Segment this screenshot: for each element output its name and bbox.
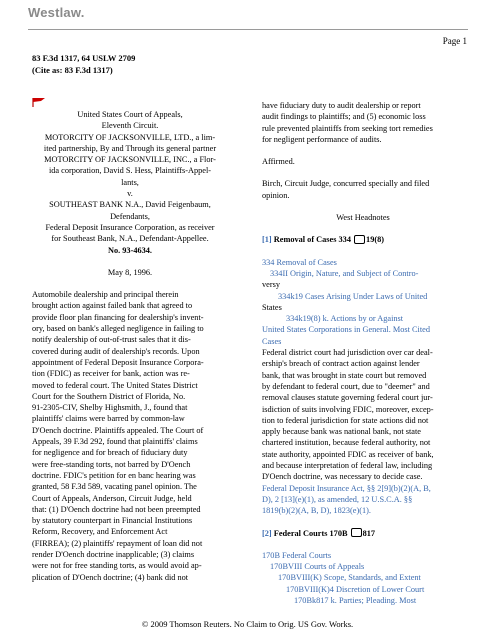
summary-line: covered during audit of dealership's records. Upon: [32, 346, 200, 356]
summary-continued: [262, 100, 464, 145]
headnote-2-topic: Federal Courts 170B: [273, 528, 348, 538]
summary-line: audit findings to plaintiffs; and (5) economic loss: [262, 112, 426, 122]
header-divider: [28, 29, 468, 30]
topic-link[interactable]: 334k19 Cases Arising Under Laws of United: [278, 291, 428, 301]
citation-line: 83 F.3d 1317, 64 USLW 2709: [32, 53, 136, 63]
caption-line: ida corporation, David S. Hess, Plaintiffs-Appel-: [48, 166, 212, 176]
summary-line: were free-standing torts, not barred by D'Oench: [32, 459, 191, 469]
headnote-line: and because interpretation of federal law, including: [262, 461, 433, 471]
case-caption: [32, 109, 228, 278]
headnote-line: by defendant to federal court, due to "deemer" and: [262, 381, 430, 391]
caption-line: Eleventh Circuit.: [101, 121, 159, 131]
left-column: [32, 109, 228, 583]
most-cited-link[interactable]: Cases: [262, 336, 282, 346]
copyright-footer: © 2009 Thomson Reuters. No Claim to Orig. US Gov. Works.: [141, 619, 354, 629]
headnote-line: removal clauses statute governing federal court jur-: [262, 393, 433, 403]
headnote-1-body: [262, 347, 464, 516]
headnote-2-key: 817: [362, 528, 376, 538]
headnote-line: Federal district court had jurisdiction over car deal-: [262, 348, 433, 358]
caption-line: v.: [127, 189, 133, 199]
summary-line: tion (FDIC) as receiver for bank, action was re-: [32, 369, 190, 379]
decision-date: May 8, 1996.: [107, 267, 153, 277]
headnote-line: tion to federal jurisdiction for state actions did not: [262, 415, 429, 425]
summary-line: granted, 58 F.3d 589, vacating panel opinion. The: [32, 482, 197, 492]
page-number: Page 1: [442, 36, 467, 46]
headnote-line: bank, that was brought in state court but removed: [262, 370, 427, 380]
most-cited-link[interactable]: United States Corporations in General. Most Cited: [262, 325, 430, 335]
topic-line: States: [262, 302, 282, 312]
caption-line: United States Court of Appeals,: [77, 110, 183, 119]
summary-line: for negligence and for breach of fiduciary duty: [32, 448, 188, 458]
summary-line: 91-2305-CIV, Shelby Highsmith, J., found that: [32, 403, 188, 413]
summary-line: Court of Appeals, Anderson, Circuit Judge, held: [32, 493, 192, 503]
headnote-2-number[interactable]: [2]: [262, 528, 272, 538]
concurrence-line: opinion.: [262, 190, 290, 200]
key-number-icon: [354, 235, 365, 244]
summary-line: ory, based on bank's alleged negligence in failing to: [32, 324, 204, 334]
summary-line: by statutory counterpart in Financial Institutions: [32, 516, 193, 526]
caption-line: MOTORCITY OF JACKSONVILLE, LTD., a lim-: [44, 132, 216, 142]
disposition: Affirmed.: [262, 157, 295, 167]
headnote-1-number[interactable]: [1]: [262, 235, 272, 245]
red-flag-icon[interactable]: [32, 97, 46, 107]
topic-link[interactable]: 334k19(8) k. Actions by or Against: [286, 314, 404, 324]
summary-line: plication of D'Oench doctrine; (4) bank did not: [32, 572, 189, 582]
summary-line: Reform, Recovery, and Enforcement Act: [32, 527, 168, 537]
headnote-line: apply because bank was national bank, not state: [262, 427, 421, 437]
summary-line: rule prevented plaintiffs from seeking tort remedies: [262, 123, 433, 133]
topic-line: versy: [262, 280, 280, 290]
headnote-1-key: 19(8): [366, 235, 385, 245]
summary-line: appointment of Federal Deposit Insurance Corpora-: [32, 357, 204, 367]
case-summary: [32, 289, 228, 583]
headnotes-title: West Headnotes: [336, 213, 390, 223]
headnote-1-title: [262, 234, 464, 245]
caption-line: for Southeast Bank, N.A., Defendant-Appellee.: [51, 234, 209, 244]
summary-line: that: (1) D'Oench doctrine had not been preempted: [32, 504, 201, 514]
summary-line: brought action against failed bank that agreed to: [32, 301, 193, 311]
summary-line: (FIRREA); (2) plaintiffs' repayment of loan did not: [32, 538, 203, 548]
summary-line: have fiduciary duty to audit dealership or report: [262, 101, 421, 110]
statute-link[interactable]: Federal Deposit Insurance Act, §§ 2[9](b)(2)(A, B,: [262, 483, 431, 493]
headnote-line: ership's breach of contract action against lender: [262, 359, 420, 369]
statute-link[interactable]: 1819(b)(2)(A, B, D), 1823(e)(1).: [262, 506, 371, 516]
caption-line: Defendants,: [110, 211, 150, 221]
summary-line: D'Oench doctrine. Plaintiffs appealed. The Court of: [32, 425, 204, 435]
topic-link[interactable]: 334 Removal of Cases: [262, 257, 337, 267]
summary-line: Automobile dealership and principal therein: [32, 290, 179, 300]
topic-link[interactable]: 170BVIII(K) Scope, Standards, and Extent: [278, 573, 421, 583]
summary-line: Court for the Southern District of Florida, No.: [32, 391, 186, 401]
citation-line: (Cite as: 83 F.3d 1317): [32, 65, 113, 75]
summary-line: plaintiffs' claims were barred by common-law: [32, 414, 185, 424]
docket-number: No. 93-4634.: [107, 245, 153, 255]
caption-line: lants,: [121, 177, 139, 187]
caption-line: ited partnership, By and Through its general partner: [43, 143, 217, 153]
citation-block: [32, 52, 135, 76]
headnote-line: chartered institution, because federal authority, not: [262, 438, 431, 448]
caption-line: SOUTHEAST BANK N.A., David Feigenbaum,: [49, 200, 211, 210]
summary-line: provide floor plan financing for dealership's invent-: [32, 312, 204, 322]
topic-link[interactable]: 170Bk817 k. Parties; Pleading. Most: [294, 595, 417, 605]
key-number-icon: [351, 528, 362, 537]
summary-line: for negligent performance of audits.: [262, 134, 382, 144]
headnote-2-title: [262, 528, 464, 539]
right-column: [262, 100, 464, 606]
westlaw-logo: Westlaw.: [28, 5, 85, 20]
summary-line: render D'Oench doctrine inapplicable; (3) claims: [32, 549, 195, 559]
headnote-line: D'Oench doctrine, was necessary to decide case.: [262, 472, 423, 482]
topic-link[interactable]: 170BVIII Courts of Appeals: [270, 562, 365, 572]
caption-line: Federal Deposit Insurance Corporation, as receiver: [45, 222, 215, 232]
summary-line: doctrine. FDIC's petition for en banc hearing was: [32, 470, 196, 480]
headnote-line: state authority, appointed FDIC as receiver of bank,: [262, 449, 434, 459]
topic-link[interactable]: 170B Federal Courts: [262, 550, 332, 560]
headnote-1-topic: Removal of Cases 334: [273, 235, 351, 245]
summary-line: Appeals, 39 F.3d 292, found that plaintiffs' claims: [32, 437, 198, 447]
topic-link[interactable]: 334II Origin, Nature, and Subject of Contro-: [270, 268, 419, 278]
summary-line: notify dealership of out-of-trust sales that it dis-: [32, 335, 191, 345]
concurrence-line: Birch, Circuit Judge, concurred specially and filed: [262, 179, 430, 189]
summary-line: were not for free standing torts, as would avoid ap-: [32, 561, 202, 571]
caption-line: MOTORCITY OF JACKSONVILLE, INC., a Flor-: [44, 155, 216, 165]
headnote-line: isdiction of suits involving FDIC, moreover, excep-: [262, 404, 434, 414]
statute-link[interactable]: D), 2 [13](e)(1), as amended, 12 U.S.C.A. §§: [262, 494, 413, 504]
topic-link[interactable]: 170BVIII(K)4 Discretion of Lower Court: [286, 584, 425, 594]
summary-line: moved to federal court. The United States District: [32, 380, 198, 390]
